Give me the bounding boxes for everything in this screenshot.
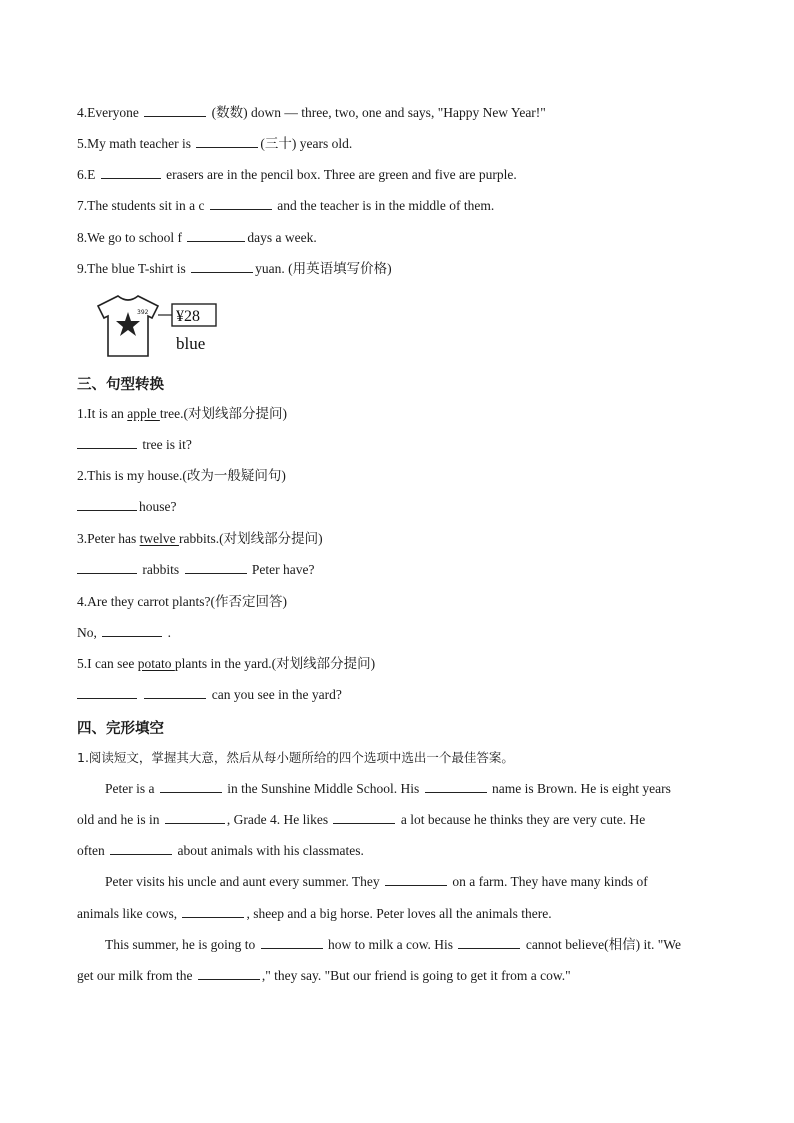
answer-blank[interactable] — [182, 905, 244, 918]
question-3-4: 4.Are they carrot plants?(作否定回答) — [77, 594, 287, 609]
answer-blank[interactable] — [458, 936, 520, 949]
passage-line: Peter is a in the Sunshine Middle School. His name is Brown. He is eight years — [105, 781, 671, 796]
question-2-7: 7.The students sit in a c and the teacher is in the middle of them. — [77, 198, 495, 213]
answer-blank[interactable] — [165, 811, 225, 824]
answer-blank[interactable] — [196, 135, 258, 148]
section-heading-4: 四、完形填空 — [77, 721, 164, 737]
color-label: blue — [176, 334, 206, 353]
answer-3-3: rabbits Peter have? — [77, 561, 314, 579]
passage-line: animals like cows, , sheep and a big horse. Peter loves all the animals there. — [77, 906, 552, 921]
question-2-6: 6.E erasers are in the pencil box. Three are green and five are purple. — [77, 167, 517, 182]
answer-3-1: tree is it? — [77, 436, 192, 454]
answer-blank[interactable] — [425, 780, 487, 793]
passage-line: old and he is in , Grade 4. He likes a lot because he thinks they are very cute. He — [77, 812, 646, 827]
tshirt-price-illustration — [90, 292, 230, 360]
answer-blank[interactable] — [101, 166, 161, 179]
answer-blank[interactable] — [144, 686, 206, 699]
question-2-4: 4.Everyone (数数) down — three, two, one and says, "Happy New Year!" — [77, 105, 546, 120]
answer-blank[interactable] — [333, 811, 395, 824]
question-3-3: 3.Peter has twelve rabbits.(对划线部分提问) — [77, 531, 323, 546]
answer-blank[interactable] — [198, 967, 260, 980]
question-3-1: 1.It is an apple tree.(对划线部分提问) — [77, 406, 287, 421]
answer-blank[interactable] — [191, 260, 253, 273]
answer-blank[interactable] — [77, 686, 137, 699]
answer-3-5: can you see in the yard? — [77, 686, 342, 704]
question-2-9: 9.The blue T-shirt is yuan. (用英语填写价格) — [77, 261, 392, 276]
answer-3-4: No, . — [77, 625, 171, 640]
answer-blank[interactable] — [102, 624, 162, 637]
question-3-2: 2.This is my house.(改为一般疑问句) — [77, 468, 286, 483]
passage-line: get our milk from the ," they say. "But our friend is going to get it from a cow." — [77, 968, 571, 983]
answer-blank[interactable] — [77, 561, 137, 574]
question-2-8: 8.We go to school f days a week. — [77, 230, 317, 245]
answer-blank[interactable] — [144, 104, 206, 117]
question-2-5: 5.My math teacher is (三十) years old. — [77, 136, 353, 151]
question-3-5: 5.I can see potato plants in the yard.(对划线部分提问) — [77, 656, 376, 671]
passage-line: Peter visits his uncle and aunt every summer. They on a farm. They have many kinds of — [105, 874, 648, 889]
cloze-instructions: 1.阅读短文，掌握其大意，然后从每小题所给的四个选项中选出一个最佳答案。 — [77, 750, 514, 765]
passage-line: often about animals with his classmates. — [77, 843, 364, 858]
answer-blank[interactable] — [210, 197, 272, 210]
answer-blank[interactable] — [77, 436, 137, 449]
answer-blank[interactable] — [160, 780, 222, 793]
passage-line: This summer, he is going to how to milk a cow. His cannot believe(相信) it. "We — [105, 937, 681, 952]
shirt-number: 392 — [137, 309, 149, 316]
answer-blank[interactable] — [385, 873, 447, 886]
answer-blank[interactable] — [77, 498, 137, 511]
section-heading-3: 三、句型转换 — [77, 377, 164, 393]
answer-blank[interactable] — [110, 842, 172, 855]
price-value: ¥28 — [176, 308, 200, 325]
answer-3-2: house? — [77, 498, 177, 516]
answer-blank[interactable] — [261, 936, 323, 949]
answer-blank[interactable] — [185, 561, 247, 574]
answer-blank[interactable] — [187, 229, 245, 242]
